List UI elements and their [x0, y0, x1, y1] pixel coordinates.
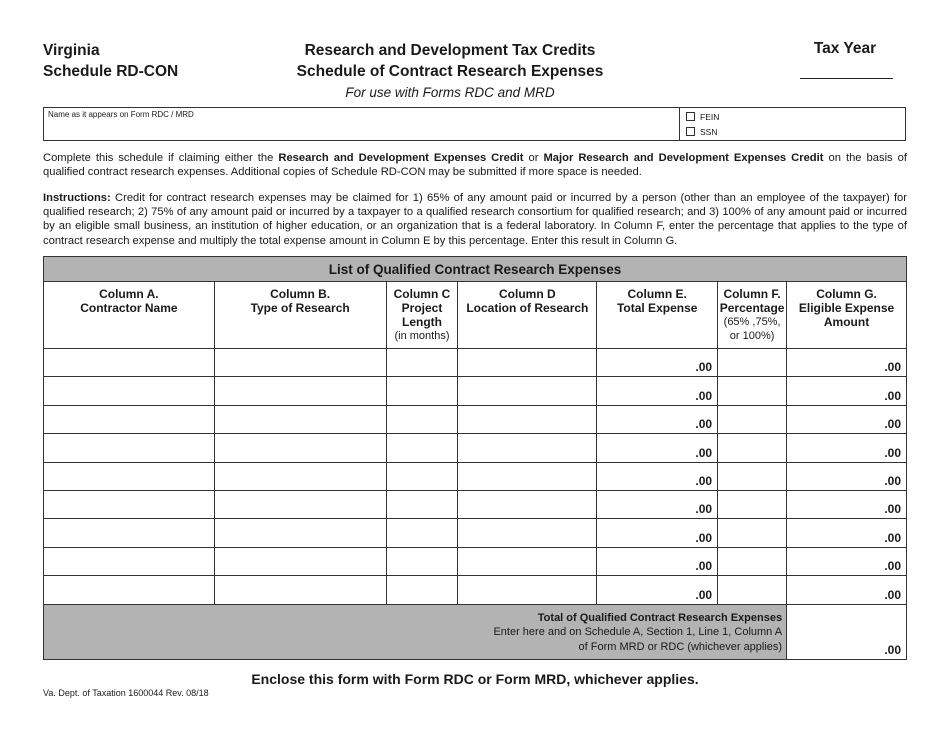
ssn-label: SSN: [700, 127, 718, 137]
instructions-paragraph: Instructions: Credit for contract research expenses may be claimed for 1) 65% of any amount paid or incurred by a person (other than an employee of the taxpayer) for qualified research; 2) 75% of any amount paid or incurred by a taxpayer to a qualified research consortium for qualified research; and 3) 100% of any amount paid or incurred by an eligible small business, an institution of higher education, or an organization that is a federal laboratory. In Column F, enter the percentage that applies to the type of contract research expense and multiply the total expense amount in Column E by this percentage. Enter this result in Column G.: [43, 192, 907, 247]
location-field[interactable]: [458, 349, 597, 377]
location-field[interactable]: [458, 519, 597, 547]
total-instruction-2: of Form MRD or RDC (whichever applies): [578, 640, 783, 653]
table-row: [44, 519, 907, 547]
total-expense-field[interactable]: .00: [597, 490, 718, 518]
total-expense-field[interactable]: .00: [597, 377, 718, 405]
table-title: List of Qualified Contract Research Expenses: [44, 257, 907, 282]
research-type-field[interactable]: [214, 490, 386, 518]
table-row: [44, 547, 907, 575]
total-expense-field[interactable]: .00: [597, 519, 718, 547]
column-e-header: Column E. Total Expense: [597, 282, 718, 349]
percentage-field[interactable]: [718, 490, 787, 518]
total-expense-field[interactable]: .00: [597, 405, 718, 433]
eligible-amount-field[interactable]: .00: [787, 519, 907, 547]
table-row: [44, 377, 907, 405]
percentage-field[interactable]: [718, 462, 787, 490]
eligible-amount-field[interactable]: .00: [787, 576, 907, 604]
name-field-divider: [679, 107, 680, 141]
contractor-name-field[interactable]: [44, 576, 215, 604]
fein-checkbox[interactable]: [686, 112, 695, 121]
eligible-amount-field[interactable]: .00: [787, 547, 907, 575]
enclose-note: Enclose this form with Form RDC or Form MRD, whichever applies.: [251, 671, 699, 687]
percentage-field[interactable]: [718, 377, 787, 405]
total-expense-field[interactable]: .00: [597, 349, 718, 377]
contract-expenses-table: [43, 256, 907, 660]
research-type-field[interactable]: [214, 519, 386, 547]
project-length-field[interactable]: [386, 576, 458, 604]
contractor-name-field[interactable]: [44, 349, 215, 377]
eligible-amount-field[interactable]: .00: [787, 349, 907, 377]
project-length-field[interactable]: [386, 405, 458, 433]
column-a-header: Column A. Contractor Name: [44, 282, 215, 349]
total-expense-field[interactable]: .00: [597, 462, 718, 490]
contractor-name-field[interactable]: [44, 434, 215, 462]
table-row: [44, 490, 907, 518]
location-field[interactable]: [458, 490, 597, 518]
form-title: [250, 40, 650, 82]
research-type-field[interactable]: [214, 547, 386, 575]
title-line-2: Schedule of Contract Research Expenses: [296, 63, 604, 80]
total-amount-field[interactable]: .00: [787, 604, 907, 659]
column-c-header: Column C Project Length (in months): [386, 282, 458, 349]
column-f-header: Column F. Percentage (65% ,75%, or 100%): [718, 282, 787, 349]
research-type-field[interactable]: [214, 405, 386, 433]
total-expense-field[interactable]: .00: [597, 434, 718, 462]
contractor-name-field[interactable]: [44, 547, 215, 575]
total-expense-field[interactable]: .00: [597, 576, 718, 604]
title-line-1: Research and Development Tax Credits: [304, 42, 596, 59]
name-field-label: Name as it appears on Form RDC / MRD: [48, 110, 194, 119]
total-label: Total of Qualified Contract Research Expenses: [537, 611, 783, 624]
eligible-amount-field[interactable]: .00: [787, 434, 907, 462]
total-label-cell: [44, 604, 787, 659]
table-row: [44, 405, 907, 433]
intro-paragraph: Complete this schedule if claiming either the Research and Development Expenses Credit or Major Research and Development Expenses Credit on the basis of qualified contract research expenses. Additional copies of Schedule RD-CON may be submitted if more space is needed.: [43, 152, 907, 179]
percentage-field[interactable]: [718, 576, 787, 604]
table-row: [44, 462, 907, 490]
table-row: [44, 349, 907, 377]
research-type-field[interactable]: [214, 349, 386, 377]
project-length-field[interactable]: [386, 349, 458, 377]
eligible-amount-field[interactable]: .00: [787, 377, 907, 405]
total-expense-field[interactable]: .00: [597, 547, 718, 575]
project-length-field[interactable]: [386, 462, 458, 490]
form-footer: Va. Dept. of Taxation 1600044 Rev. 08/18: [43, 688, 209, 698]
eligible-amount-field[interactable]: .00: [787, 490, 907, 518]
tax-year-field[interactable]: [800, 78, 893, 79]
state-name: Virginia: [43, 42, 100, 59]
location-field[interactable]: [458, 547, 597, 575]
location-field[interactable]: [458, 462, 597, 490]
research-type-field[interactable]: [214, 377, 386, 405]
column-d-header: Column D Location of Research: [458, 282, 597, 349]
percentage-field[interactable]: [718, 434, 787, 462]
location-field[interactable]: [458, 576, 597, 604]
location-field[interactable]: [458, 377, 597, 405]
total-instruction-1: Enter here and on Schedule A, Section 1, Line 1, Column A: [493, 626, 783, 639]
research-type-field[interactable]: [214, 576, 386, 604]
contractor-name-field[interactable]: [44, 519, 215, 547]
contractor-name-field[interactable]: [44, 405, 215, 433]
location-field[interactable]: [458, 434, 597, 462]
column-b-header: Column B. Type of Research: [214, 282, 386, 349]
percentage-field[interactable]: [718, 405, 787, 433]
eligible-amount-field[interactable]: .00: [787, 405, 907, 433]
contractor-name-field[interactable]: [44, 490, 215, 518]
project-length-field[interactable]: [386, 490, 458, 518]
percentage-field[interactable]: [718, 547, 787, 575]
location-field[interactable]: [458, 405, 597, 433]
contractor-name-field[interactable]: [44, 377, 215, 405]
fein-label: FEIN: [700, 112, 720, 122]
contractor-name-field[interactable]: [44, 462, 215, 490]
schedule-name: Schedule RD-CON: [43, 63, 179, 80]
ssn-checkbox[interactable]: [686, 127, 695, 136]
form-state-header: [43, 40, 178, 82]
research-type-field[interactable]: [214, 462, 386, 490]
project-length-field[interactable]: [386, 519, 458, 547]
project-length-field[interactable]: [386, 434, 458, 462]
project-length-field[interactable]: [386, 547, 458, 575]
percentage-field[interactable]: [718, 349, 787, 377]
research-type-field[interactable]: [214, 434, 386, 462]
form-subtitle: For use with Forms RDC and MRD: [345, 85, 555, 100]
table-row: [44, 576, 907, 604]
table-row: [44, 434, 907, 462]
project-length-field[interactable]: [386, 377, 458, 405]
eligible-amount-field[interactable]: .00: [787, 462, 907, 490]
tax-year-label: Tax Year: [813, 40, 877, 57]
column-g-header: Column G. Eligible Expense Amount: [787, 282, 907, 349]
percentage-field[interactable]: [718, 519, 787, 547]
